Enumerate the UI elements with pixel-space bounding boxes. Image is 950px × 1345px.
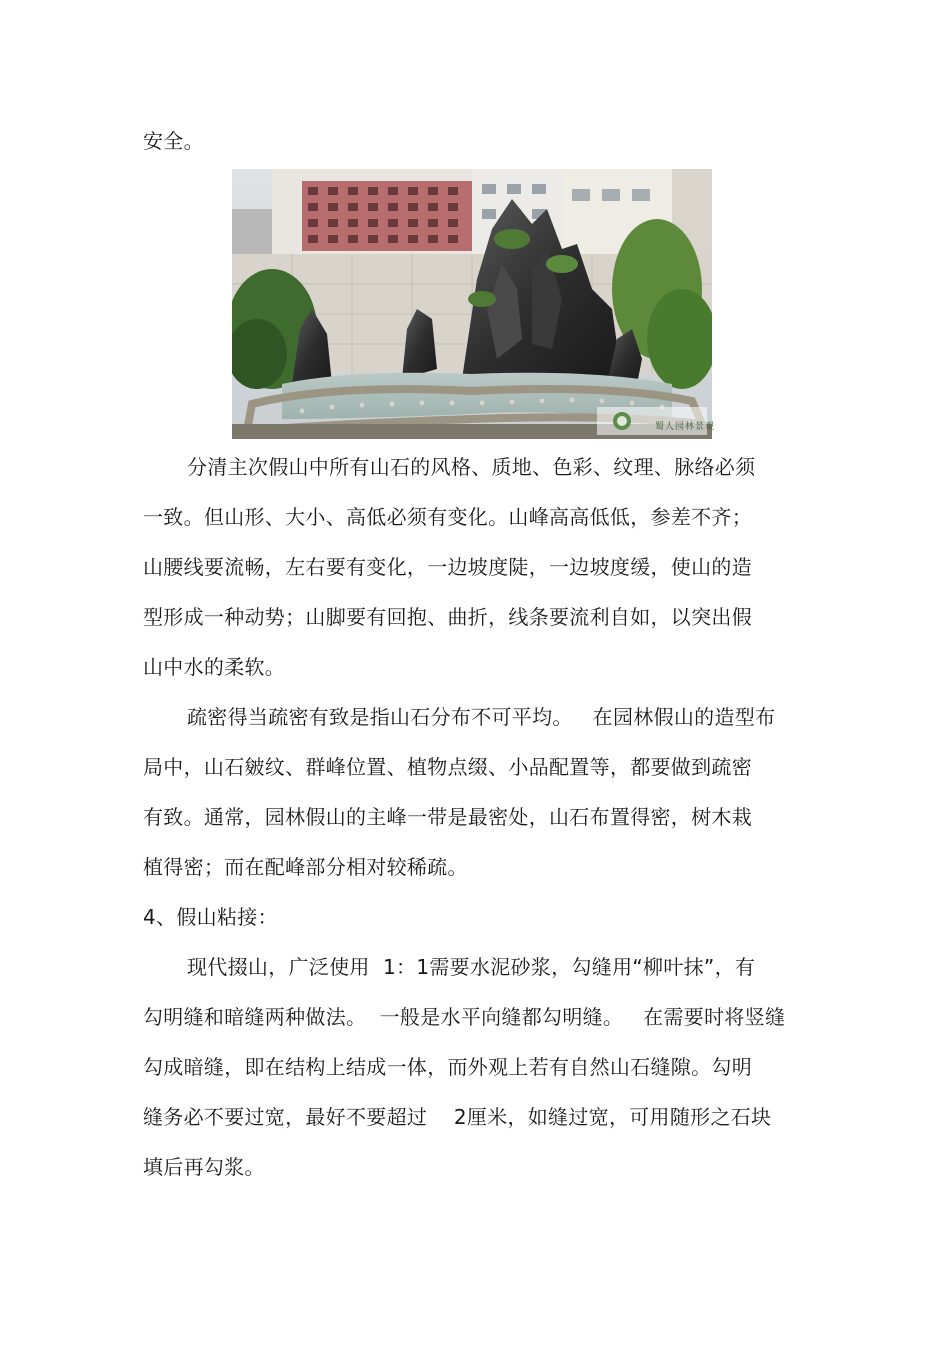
paragraph-1-line-3: 山腰线要流畅，左右要有变化，一边坡度陡，一边坡度缓，使山的造 (143, 555, 752, 579)
paragraph-1-line-2: 一致。但山形、大小、高低必须有变化。山峰高高低低，参差不齐； (143, 505, 752, 529)
paragraph-2-line-3: 有致。通常，园林假山的主峰一带是最密处，山石布置得密，树木栽 (143, 805, 752, 829)
section-heading: 4、假山粘接： (143, 905, 278, 929)
section-paragraph-line-1: 现代掇山，广泛使用 1：1需要水泥砂浆，勾缝用“柳叶抹”，有 (187, 955, 756, 979)
top-fragment-text: 安全。 (143, 129, 204, 153)
paragraph-2-line-1: 疏密得当疏密有致是指山石分布不可平均。 在园林假山的造型布 (187, 705, 776, 729)
section-paragraph-line-5: 填后再勾浆。 (143, 1155, 265, 1179)
paragraph-1-line-4: 型形成一种动势；山脚要有回抱、曲折，线条要流利自如，以突出假 (143, 605, 752, 629)
paragraph-1-line-5: 山中水的柔软。 (143, 655, 286, 679)
paragraph-2-line-4: 植得密；而在配峰部分相对较稀疏。 (143, 855, 468, 879)
paragraph-1-line-1: 分清主次假山中所有山石的风格、质地、色彩、纹理、脉络必须 (187, 455, 756, 479)
section-paragraph-line-4: 缝务必不要过宽，最好不要超过 2厘米，如缝过宽，可用随形之石块 (143, 1105, 772, 1129)
section-paragraph-line-3: 勾成暗缝，即在结构上结成一体，而外观上若有自然山石缝隙。勾明 (143, 1055, 752, 1079)
section-paragraph-line-2: 勾明缝和暗缝两种做法。 一般是水平向缝都勾明缝。 在需要时将竖缝 (143, 1005, 786, 1029)
paragraph-2-line-2: 局中，山石皴纹、群峰位置、植物点缀、小品配置等，都要做到疏密 (143, 755, 752, 779)
rockery-photo (232, 169, 712, 439)
image-watermark: 蜀人园林景观 (655, 422, 716, 432)
